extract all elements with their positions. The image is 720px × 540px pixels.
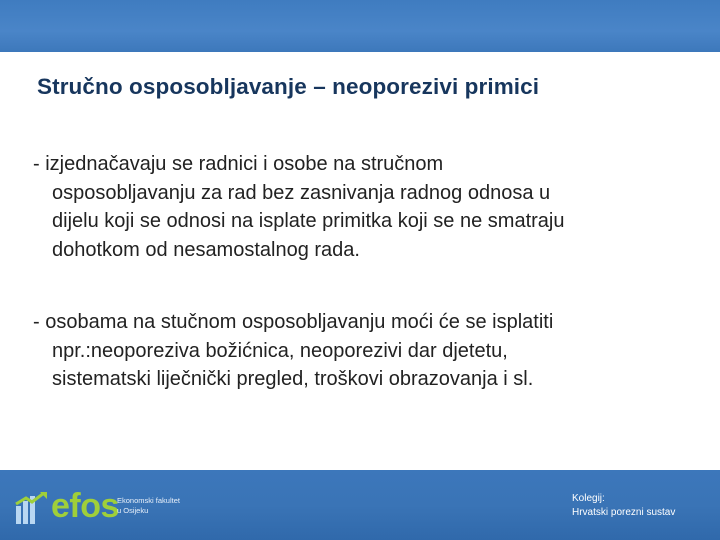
logo-subtitle-line: Ekonomski fakultet bbox=[117, 496, 180, 505]
efos-logo bbox=[14, 487, 204, 526]
logo-subtitle-line: u Osijeku bbox=[117, 506, 149, 515]
logo-subtitle bbox=[117, 496, 207, 516]
bullet-item: - osobama na stučnom osposobljavanju moći će se isplatiti npr.:neoporeziva božićnica, neoporezivi dar djetetu, sistematski liječnički pregled, troškovi obrazovanja i sl. bbox=[33, 311, 554, 390]
bar-chart-arrow-logo-icon bbox=[14, 490, 50, 526]
slide-title: Stručno osposobljavanje – neoporezivi primici bbox=[37, 74, 540, 99]
bullet-list bbox=[33, 150, 693, 394]
header-band bbox=[0, 0, 720, 52]
course-name: Hrvatski porezni sustav bbox=[572, 507, 676, 518]
bullet-item: - izjednačavaju se radnici i osobe na stručnom osposobljavanju za rad bez zasnivanja radnog odnosa u dijelu koji se odnosi na isplate primitka koji se ne smatraju dohotkom od nesamostalnog rada. bbox=[33, 153, 565, 261]
course-info bbox=[572, 492, 717, 520]
footer-band bbox=[0, 470, 720, 540]
course-label: Kolegij: bbox=[572, 493, 605, 504]
logo-wordmark: efos bbox=[51, 487, 119, 525]
